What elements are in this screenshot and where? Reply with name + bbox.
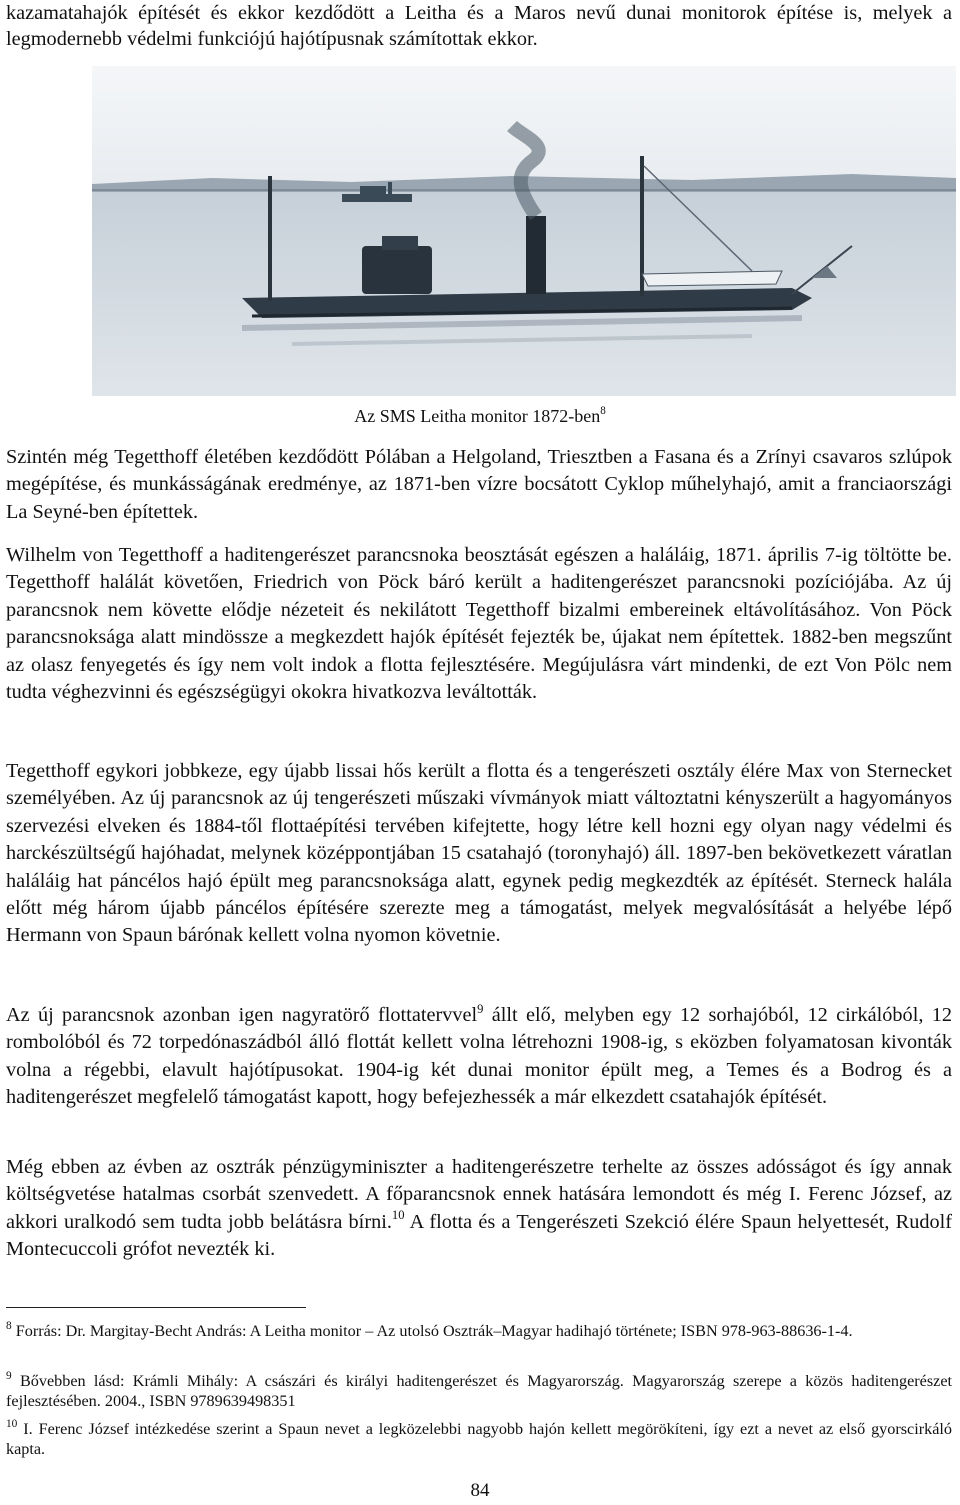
footnote-10 [6,1420,952,1459]
footnote-ref-9[interactable]: 9 [477,1001,484,1016]
footnote-divider [6,1307,306,1308]
footnote-number: 10 [6,1418,18,1431]
paragraph-5-text-b: A flotta és a Tengerészeti Szekció élére Spaun helyettesét, Rudolf Montecuccoli grófot nevezték ki. [6,1210,953,1261]
footnote-text: Bővebben lásd: Krámli Mihály: A császári és királyi haditengerészet és Magyarország. Magyarország szerepe a közös haditengerészet fejlesztésében. 2004., ISBN 9789639498351 [6,1372,953,1410]
paragraph-4-text-a: Az új parancsnok azonban igen nagyratörő flottatervvel [6,1004,478,1026]
page-number: 84 [470,1480,490,1501]
footnote-number: 9 [6,1370,12,1383]
footnote-text: Forrás: Dr. Margitay-Becht András: A Leitha monitor – Az utolsó Osztrák–Magyar hadihajó története; ISBN 978-963-88636-1-4. [15,1322,853,1340]
footnote-ref-8[interactable]: 8 [600,405,606,418]
paragraph-5-text-a: Még ebben az évben az osztrák pénzügyminiszter a haditengerészetre terhelte az összes adósságot és így annak költségvetése hatalmas csorbát szenvedett. A főparancsnok ennek hatására lemondott és még I. Ferenc József, az akkori uralkodó sem tudta jobb belátásra bírni. [6,1156,952,1233]
paragraph-4-text-b: állt elő, melyben egy 12 sorhajóból, 12 cirkálóból, 12 rombolóból és 72 torpedónaszádból álló flottát kellett volna létrehozni 1908-ig, s eközben folyamatosan kivonták volna a régebbi, elavult hajótípusokat. 1904-ig két dunai monitor épült meg, a Temes és a Bodrog és a haditengerészet megfelelő támogatást kapott, hogy befejezhessék a már elkezdett csatahajók építését. [6,1004,952,1109]
caption-text: Az SMS Leitha monitor 1872-ben [354,406,601,426]
paragraph-1: Szintén még Tegetthoff életében kezdődött Pólában a Helgoland, Triesztben a Fasana és a Zrínyi csavaros szlúpok megépítése, és munkásságának eredménye, az 1871-ben vízre bocsátott Cyklop műhelyhajó, amit a franciaországi La Seyné-ben építettek. [6,446,952,523]
paragraph-3: Tegetthoff egykori jobbkeze, egy újabb lissai hős került a flotta és a tengerészeti osztály élére Max von Sternecket személyében. Az új parancsnok az új tengerészeti műszaki vívmányok miatt változtatni kényszerült a hagyományos szervezési elveken és 1884-től flottaépítési tervében kifejtette, hogy létre kell hozni egy olyan nagy védelmi és harckészültségű hajóhadat, melynek középpontjában 15 csatahajó (toronyhajó) áll. 1897-ben bekövetkezett váratlan haláláig hat páncélos hajó épült meg parancsnoksága alatt, egynek pedig megkezdték az építését. Sterneck halála előtt még három újabb páncélos építésére szerezte meg a támogatást, melyek megvalósítását a helyébe lépő Hermann von Spaun bárónak kellett volna nyomon követnie. [6,760,952,947]
ship-photograph [92,66,956,396]
figure-caption [0,405,960,427]
footnote-8 [6,1322,952,1342]
intro-paragraph: kazamatahajók építését és ekkor kezdődött a Leitha és a Maros nevű dunai monitorok építése is, melyek a legmodernebb védelmi funkciójú hajótípusnak számítottak ekkor. [6,2,952,50]
monitor-ship-image [92,66,956,396]
footnote-number: 8 [6,1320,12,1333]
paragraph-5 [6,1154,952,1264]
footnote-ref-10[interactable]: 10 [391,1208,405,1223]
footnote-text: I. Ferenc József intézkedése szerint a Spaun nevet a legközelebbi nagyobb hajón kellett megörökíteni, így ezt a nevet az első gyorscirkáló kapta. [6,1420,952,1458]
paragraph-2: Wilhelm von Tegetthoff a haditengerészet parancsnoka beosztását egészen a haláláig, 1871. április 7-ig töltötte be. Tegetthoff halálát követően, Friedrich von Pöck báró került a haditengerészet parancsnoki pozíciójába. Az új parancsnok nem követte elődje nézeteit és nekilátott Tegetthoff bizalmi embereinek eltávolításához. Von Pöck parancsnoksága alatt mindössze a megkezdett hajók építését fejezték be, újakat nem építettek. 1882-ben megszűnt az olasz fenyegetés és így nem volt indok a flotta fejlesztésére. Megújulásra várt mindenki, de ezt Von Pölc nem tudta véghezvinni és egészségügyi okokra hivatkozva leváltották. [6,544,952,704]
paragraph-4 [6,1002,952,1112]
footnote-9 [6,1372,952,1411]
